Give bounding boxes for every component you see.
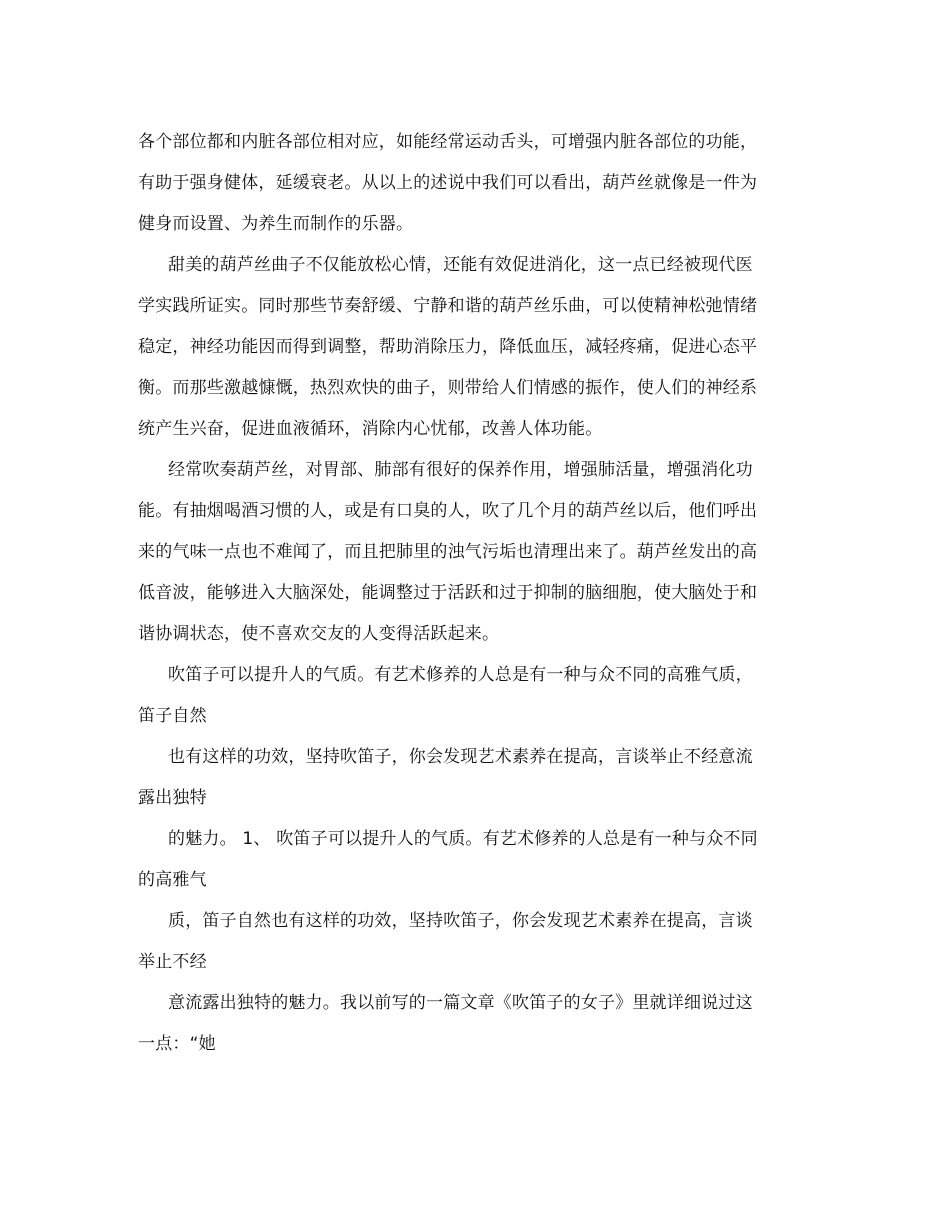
paragraph-start-line: 意流露出独特的魅力。我以前写的一篇文章《吹笛子的女子》里就详细说过这	[168, 993, 753, 1013]
paragraph-start-line: 也有这样的功效，坚持吹笛子，你会发现艺术素养在提高，言谈举止不经意流	[168, 747, 753, 767]
paragraph-start-line: 经常吹奏葫芦丝，对胃部、肺部有很好的保养作用，增强肺活量，增强消化功	[168, 460, 753, 480]
text-line: 的高雅气	[138, 870, 207, 890]
paragraph-start-line: 的魅力。 1、 吹笛子可以提升人的气质。有艺术修养的人总是有一种与众不同	[168, 829, 758, 849]
text-line: 谐协调状态，使不喜欢交友的人变得活跃起来。	[138, 624, 500, 644]
text-line: 有助于强身健体，延缓衰老。从以上的述说中我们可以看出，葫芦丝就像是一件为	[138, 173, 758, 193]
paragraph-start-line: 吹笛子可以提升人的气质。有艺术修养的人总是有一种与众不同的高雅气质，	[168, 665, 753, 685]
text-line: 一点：“她	[138, 1034, 216, 1054]
text-line: 能。有抽烟喝酒习惯的人，或是有口臭的人，吹了几个月的葫芦丝以后，他们呼出	[138, 501, 758, 521]
text-line: 统产生兴奋，促进血液循环，消除内心忧郁，改善人体功能。	[138, 419, 603, 439]
text-line: 低音波，能够进入大脑深处，能调整过于活跃和过于抑制的脑细胞，使大脑处于和	[138, 583, 758, 603]
text-line: 健身而设置、为养生而制作的乐器。	[138, 214, 414, 234]
text-line: 学实践所证实。同时那些节奏舒缓、宁静和谐的葫芦丝乐曲，可以使精神松弛情绪	[138, 296, 758, 316]
text-line: 举止不经	[138, 952, 207, 972]
paragraph-start-line: 甜美的葫芦丝曲子不仅能放松心情，还能有效促进消化，这一点已经被现代医	[168, 255, 753, 275]
text-line: 衡。而那些激越慷慨，热烈欢快的曲子，则带给人们情感的振作，使人们的神经系	[138, 378, 758, 398]
text-line: 笛子自然	[138, 706, 207, 726]
text-line: 来的气味一点也不难闻了，而且把肺里的浊气污垢也清理出来了。葫芦丝发出的高	[138, 542, 758, 562]
text-line: 稳定，神经功能因而得到调整，帮助消除压力，降低血压，减轻疼痛，促进心态平	[138, 337, 758, 357]
text-line: 露出独特	[138, 788, 207, 808]
paragraph-start-line: 质，笛子自然也有这样的功效，坚持吹笛子，你会发现艺术素养在提高，言谈	[168, 911, 753, 931]
text-line: 各个部位都和内脏各部位相对应，如能经常运动舌头，可增强内脏各部位的功能，	[138, 132, 758, 152]
